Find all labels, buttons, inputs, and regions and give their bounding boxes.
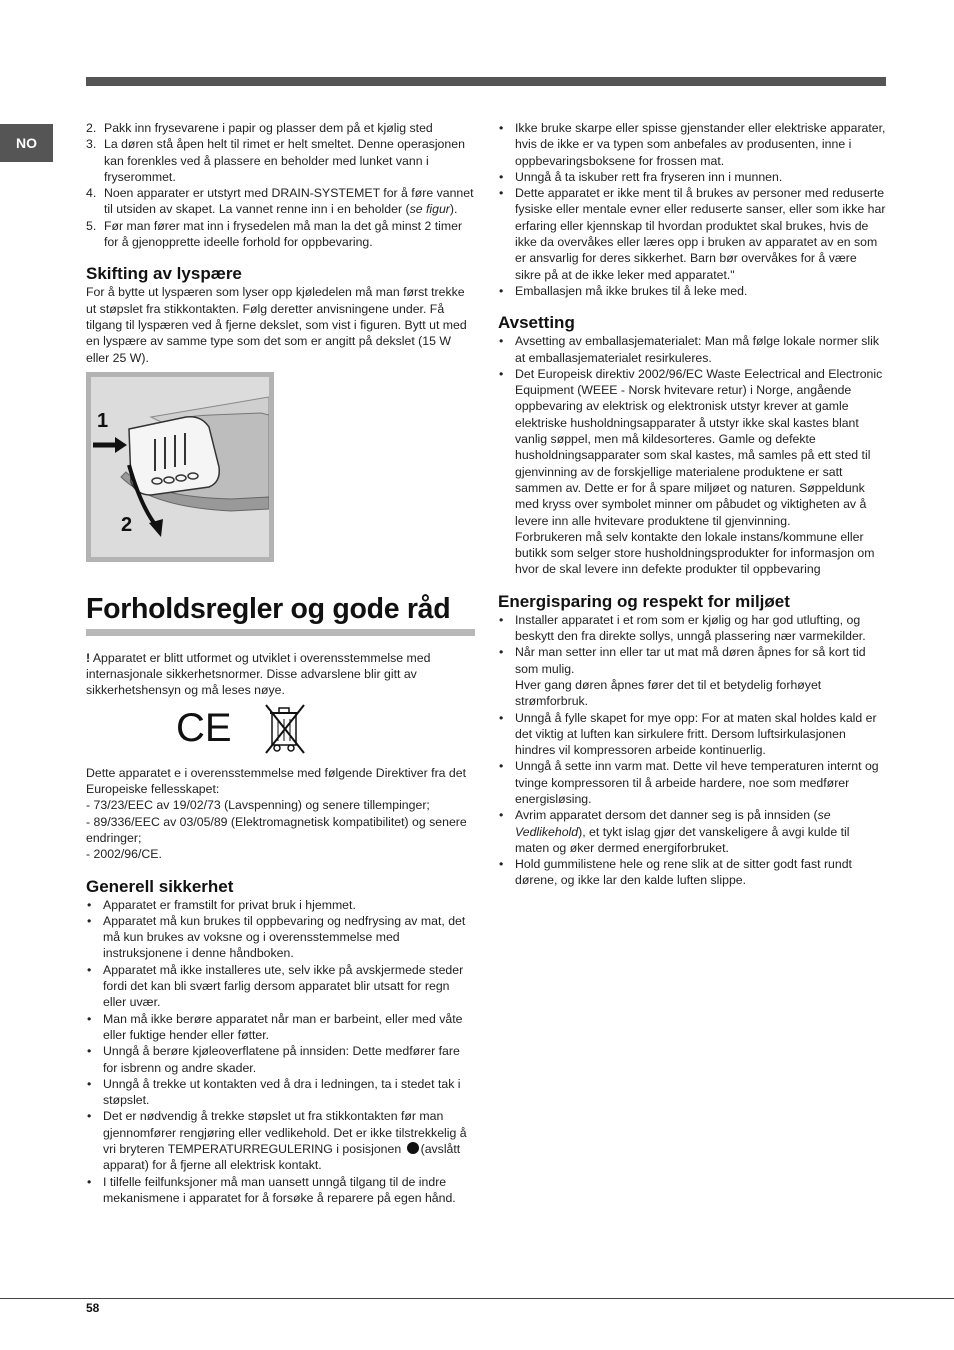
list-item: • Apparatet er framstilt for privat bruk i hjemmet. <box>86 897 475 913</box>
list-item: • Installer apparatet i et rom som er kjølig og har god utlufting, og beskytt den fra direkte sollys, unngå plassering nær varmekilder. <box>498 612 886 645</box>
main-title-block <box>86 592 475 636</box>
list-item: • Apparatet må kun brukes til oppbevaring og nedfrysing av mat, det må kun brukes av voksne og i overensstemmelse med instruksjonene i denne håndboken. <box>86 913 475 962</box>
energy-list <box>498 612 886 889</box>
page-title: Forholdsregler og gode råd <box>86 592 451 625</box>
safety-list <box>86 897 475 1207</box>
list-item: • Avsetting av emballasjematerialet: Man må følge lokale normer slik at emballasjematerialet resirkuleres. <box>498 333 886 366</box>
list-item: • Unngå å ta iskuber rett fra fryseren inn i munnen. <box>498 169 886 185</box>
list-item: • Dette apparatet er ikke ment til å brukes av personer med reduserte fysiske eller mentale evner eller reduserte sanser, eller som ikke har erfaring eller kjennskap til hvordan produktet skal brukes, hvis de ikke da overvåkes eller læres opp i bruken av apparatet av en som er ansvarlig for deres sikkerhet. Barn bør overvåkes for å være sikre på at de ikke leker med apparatet." <box>498 185 886 283</box>
section-heading-energy: Energisparing og respekt for miljøet <box>498 591 790 611</box>
disposal-list <box>498 333 886 577</box>
list-item: • I tilfelle feilfunksjoner må man uansett unngå tilgang til de indre mekanismene i apparatet for å forsøke å reparere på egen hånd. <box>86 1174 475 1207</box>
list-item: 4. Noen apparater er utstyrt med DRAIN-SYSTEMET for å føre vannet til utsiden av skapet. La vannet renne inn i en beholder (se figur). <box>86 186 474 217</box>
left-column <box>86 120 475 1206</box>
svg-text:CE: CE <box>176 705 232 750</box>
list-item: 2. Pakk inn frysevarene i papir og plasser dem på et kjølig sted <box>86 121 433 135</box>
header-bar <box>86 77 886 86</box>
directive-text: - 89/336/EEC av 03/05/89 (Elektromagnetisk kompatibilitet) og senere endringer; <box>86 814 467 845</box>
directives-block <box>86 765 475 863</box>
lamp-cover-illustration <box>91 377 269 557</box>
directive-text: Dette apparatet e i overensstemmelse med følgende Direktiver fra det Europeiske fellesskapet: <box>86 765 467 797</box>
page-number: 58 <box>86 1301 100 1315</box>
list-item: • Unngå å trekke ut kontakten ved å dra i ledningen, ta i stedet tak i støpslet. <box>86 1076 475 1109</box>
section-heading-safety: Generell sikkerhet <box>86 876 234 896</box>
weee-bin-icon <box>266 705 304 753</box>
list-item: • Det er nødvendig å trekke støpslet ut fra stikkontakten før man gjennomfører rengjøring eller vedlikehold. Det er ikke tilstrekkelig å vri bryteren TEMPERATURREGULERING i posisjonen (avslått apparat) for å fjerne all elektrisk kontakt. <box>86 1108 475 1173</box>
list-item: • Unngå å sette inn varm mat. Dette vil heve temperaturen internt og tvinge kompressoren til å arbeide hardere, noe som medfører energisløsing. <box>498 758 886 807</box>
list-item: • Man må ikke berøre apparatet når man er barbeint, eller med våte eller fuktige hender eller føtter. <box>86 1011 475 1044</box>
section-heading-bulb: Skifting av lyspære <box>86 264 242 284</box>
bulb-paragraph: For å bytte ut lyspæren som lyser opp kjøledelen må man først trekke ut støpslet fra stikkontakten. Følg deretter anvisningene under. Få tilgang til lyspæren ved å fjerne dekslet, som vist i figuren. Bytt ut med en lyspære av samme type som det som er angitt på dekslet (15 W eller 25 W). <box>86 285 467 365</box>
list-item: • Avrim apparatet dersom det danner seg is på innsiden (se Vedlikehold), et tykt islag gjør det vanskeligere å avgi kulde til maten og øker dermed energiforbruket. <box>498 807 886 856</box>
safety-list-continued <box>498 120 886 299</box>
list-item: • Det Europeisk direktiv 2002/96/EC Waste Eelectrical and Electronic Equipment (WEEE - Norsk hvitevare retur) i Norge, angående oppbevaring av elektrisk og elektronisk utstyr krever at gamle elektriske husholdningsapparater å utstyr ikke skal kastes blant vanlig søppel, men må kildesorteres. Gamle og defekte husholdningsapparater som skal kastes, må samles på ett sted til gjenvinning av de forskjellige materialene produktene er satt sammen av. Dette er for å spare miljøet og naturen. Søppeldunk med kryss over symbolet minner om påbudet og viktigheten av å levere inn alle hvitevare produktene til gjenvinning. Forbrukeren må selv kontakte den lokale instans/kommune eller butikk som selger store husholdningsprodukter for informasjon om hvor de skal levere inn defekte produkter til oppbevaring <box>498 366 886 578</box>
off-position-icon <box>407 1142 419 1154</box>
intro-paragraph: ! Apparatet er blitt utformet og utviklet i overensstemmelse med internasjonale sikkerhetsnormer. Disse advarslene blir gitt av sikkerhetshensyn og må leses nøye. <box>86 650 431 698</box>
bulb-figure <box>86 372 274 562</box>
list-item: • Hold gummilistene hele og rene slik at de sitter godt fast rundt dørene, og ikke lar den kalde luften slippe. <box>498 856 886 889</box>
figure-label-1: 1 <box>97 409 109 432</box>
defrost-steps <box>86 120 475 250</box>
section-heading-disposal: Avsetting <box>498 313 575 333</box>
list-item: • Apparatet må ikke installeres ute, selv ikke på avskjermede steder fordi det kan bli svært farlig dersom apparatet blir utsatt for regn eller uvær. <box>86 962 475 1011</box>
directive-text: - 73/23/EEC av 19/02/73 (Lavspenning) og senere tillempinger; <box>86 798 430 813</box>
warning-mark: ! <box>86 650 91 665</box>
list-item: 5. Før man fører mat inn i frysedelen må man la det gå minst 2 timer for å gjenopprette ideelle forhold for oppbevaring. <box>86 218 463 250</box>
list-item: • Når man setter inn eller tar ut mat må døren åpnes for så kort tid som mulig. Hver gang døren åpnes fører det til et betydelig forhøyet strømforbruk. <box>498 644 886 709</box>
list-item: • Unngå å berøre kjøleoverflatene på innsiden: Dette medfører fare for isbrenn og andre skader. <box>86 1043 475 1076</box>
directive-text: - 2002/96/CE. <box>86 847 162 862</box>
list-item: • Ikke bruke skarpe eller spisse gjenstander eller elektriske apparater, hvis de ikke er va typen som anbefales av produsenten, inne i oppbevaringsboksene for frossen mat. <box>498 120 886 169</box>
figure-label-2: 2 <box>121 513 133 536</box>
marks-svg <box>86 699 475 765</box>
conformity-marks <box>86 699 475 765</box>
list-item: • Unngå å fylle skapet for mye opp: For at maten skal holdes kald er det viktig at luften kan sirkulere fritt. Dersom luftsirkulasjonen hindres vil kompressoren arbeide kontinuerlig. <box>498 710 886 759</box>
title-rule <box>86 629 475 636</box>
right-column <box>498 120 886 889</box>
list-item: • Emballasjen må ikke brukes til å leke med. <box>498 283 886 299</box>
ce-mark-icon <box>176 706 232 750</box>
footer-rule <box>0 1298 954 1299</box>
language-tab: NO <box>0 124 53 162</box>
list-item: 3. La døren stå åpen helt til rimet er helt smeltet. Denne operasjonen kan forenkles ved å plassere en beholder med lunket vann i fryserommet. <box>86 137 465 184</box>
